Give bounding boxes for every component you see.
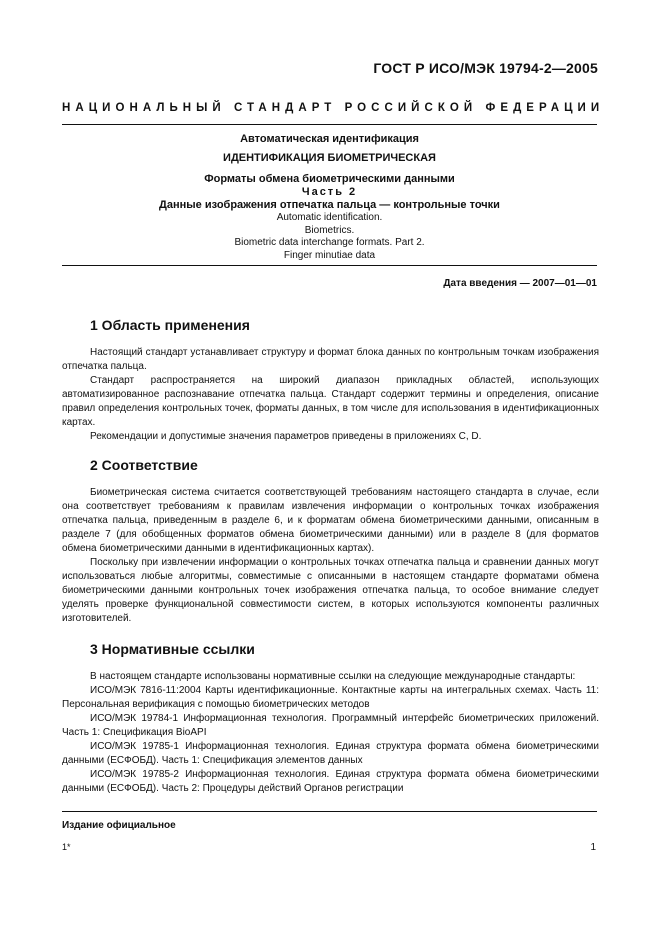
title-part: Часть 2 (301, 186, 358, 198)
section-heading: 3 Нормативные ссылки (90, 641, 255, 657)
section-normative-references (62, 638, 599, 796)
standard-number: ГОСТ Р ИСО/МЭК 19794-2—2005 (373, 60, 598, 76)
official-edition-label: Издание официальное (62, 820, 176, 831)
paragraph: Поскольку при извлечении информации о контрольных точках отпечатка пальца и сравнении данных могут использоваться любые алгоритмы, совместимые с описанными в настоящем стандарте форматами обмена биометрическими данными контрольных точек изображения отпечатка пальца, то особое внимание следует уделять проверке функциональной совместимости систем, в которых используются компоненты различных изготовителей. (62, 557, 599, 624)
reference-item: ИСО/МЭК 19785-2 Информационная технология. Единая структура формата обмена биометрическими данными (ЕСФОБД). Часть 2: Процедуры действий Органов регистрации (62, 769, 599, 794)
english-title-1: Automatic identification. (276, 212, 383, 223)
title-line-1: Автоматическая идентификация (240, 133, 419, 145)
paragraph: Рекомендации и допустимые значения параметров приведены в приложениях C, D. (90, 431, 482, 442)
page-number: 1 (590, 842, 596, 853)
footer-divider (62, 811, 597, 812)
english-title-4: Finger minutiae data (283, 249, 376, 261)
paragraph: Настоящий стандарт устанавливает структуру и формат блока данных по контрольным точкам изображения отпечатка пальца. (62, 347, 599, 372)
paragraph: Биометрическая система считается соответствующей требованиям настоящего стандарта в случае, если она соответствует требованиям к правилам извлечения информации о контрольных точках изображения отпечатка пальца, приведенным в разделе 6, и к форматам обмена биометрическими данными, описанным в разделе 7 (для обобщенных форматов обмена биометрическими данными) или в разделе 8 (для форматов обмена биометрическими данными в идентификационных картах). (62, 487, 599, 554)
introduction-date: Дата введения — 2007—01—01 (443, 278, 597, 289)
section-scope (62, 314, 599, 444)
english-title-3: Biometric data interchange formats. Part 2. (234, 237, 425, 248)
national-standard-title: НАЦИОНАЛЬНЫЙ СТАНДАРТ РОССИЙСКОЙ ФЕДЕРАЦИИ (62, 102, 605, 114)
reference-item: ИСО/МЭК 7816-11:2004 Карты идентификационные. Контактные карты на интегральных схемах. Часть 11: Персональная верификация с помощью биометрических методов (62, 685, 599, 710)
title-line-5: Данные изображения отпечатка пальца — контрольные точки (159, 199, 500, 211)
section-heading: 1 Область применения (90, 317, 250, 333)
document-title-block (62, 131, 597, 262)
section-heading: 2 Соответствие (90, 457, 198, 473)
top-divider (62, 124, 597, 125)
signature-mark: 1* (62, 842, 71, 852)
title-line-2: ИДЕНТИФИКАЦИЯ БИОМЕТРИЧЕСКАЯ (223, 152, 436, 164)
reference-item: ИСО/МЭК 19785-1 Информационная технология. Единая структура формата обмена биометрическими данными (ЕСФОБД). Часть 1: Спецификация элементов данных (62, 741, 599, 766)
reference-item: ИСО/МЭК 19784-1 Информационная технология. Программный интерфейс биометрических приложений. Часть 1: Спецификация BioAPI (62, 713, 599, 738)
paragraph: Стандарт распространяется на широкий диапазон прикладных областей, использующих автоматизированное распознавание отпечатка пальца. Стандарт содержит термины и определения, описание правил определения контрольных точек, форматы данных, в том числе для использования в идентификационных картах. (62, 375, 599, 428)
paragraph: В настоящем стандарте использованы нормативные ссылки на следующие международные стандарты: (90, 671, 576, 682)
title-line-3: Форматы обмена биометрическими данными (204, 173, 455, 185)
document-body (62, 314, 599, 796)
section-conformance (62, 454, 599, 626)
title-divider (62, 265, 597, 266)
english-title-2: Biometrics. (304, 224, 355, 236)
